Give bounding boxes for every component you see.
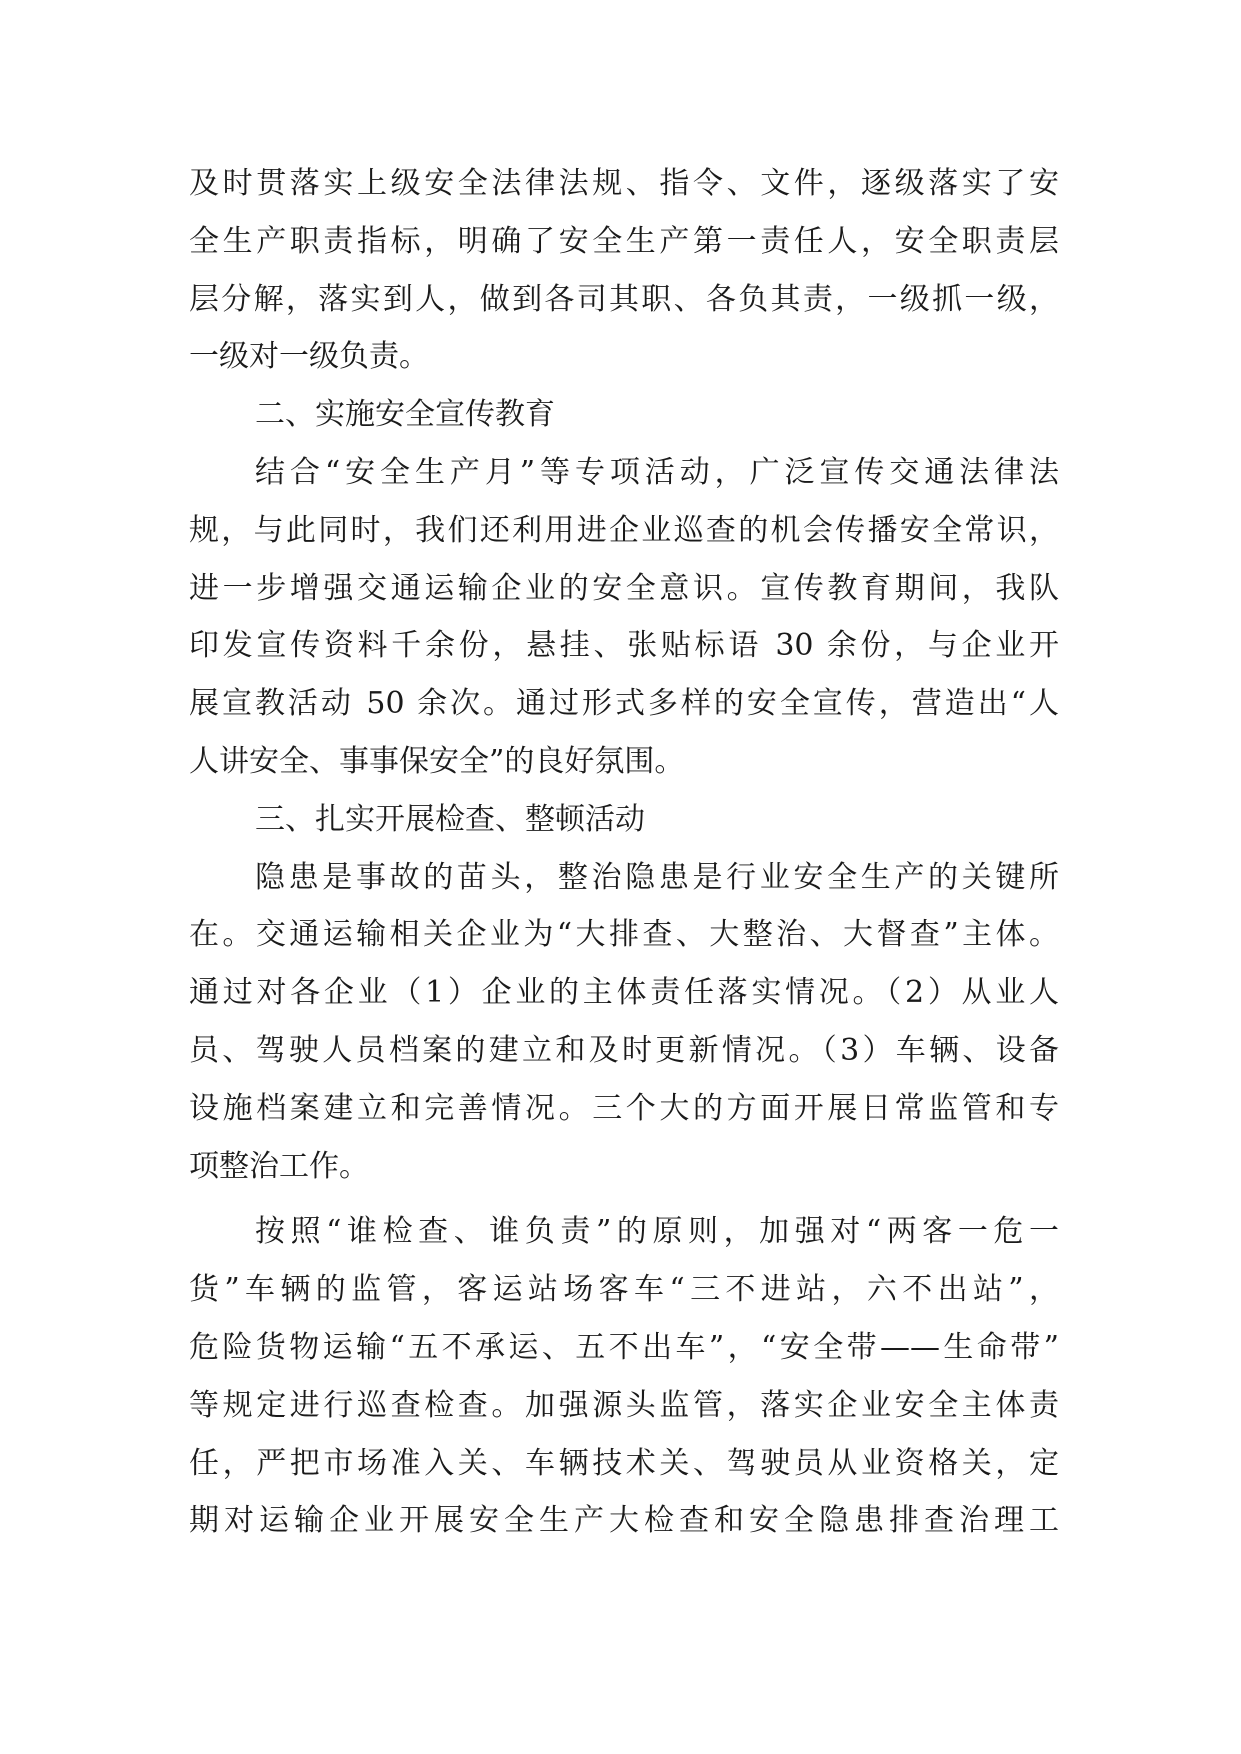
- text-line: 印发宣传资料千余份，悬挂、张贴标语 30 余份，与企业开: [189, 628, 1059, 664]
- text-line: 展宣教活动 50 余次。通过形式多样的安全宣传，营造出“人: [189, 686, 1059, 722]
- text-line: 在。交通运输相关企业为“大排查、大整治、大督查”主体。: [189, 917, 1059, 953]
- text-line: 货”车辆的监管，客运站场客车“三不进站，六不出站”，: [189, 1272, 1059, 1308]
- paragraph-spacer: [189, 1195, 1059, 1203]
- text-line: 隐患是事故的苗头，整治隐患是行业安全生产的关键所: [255, 859, 1059, 895]
- paragraph-3: [189, 849, 1059, 1196]
- paragraph-1: [189, 155, 1059, 386]
- paragraph-2: [189, 444, 1059, 791]
- section-heading-3: 三、扎实开展检查、整顿活动: [255, 801, 645, 837]
- text-line: 及时贯落实上级安全法律法规、指令、文件，逐级落实了安: [189, 166, 1059, 201]
- document-body: [189, 155, 1059, 1550]
- text-line: 进一步增强交通运输企业的安全意识。宣传教育期间，我队: [189, 570, 1059, 606]
- section-heading-2: 二、实施安全宣传教育: [255, 397, 555, 433]
- text-line: 员、驾驶人员档案的建立和及时更新情况。（3）车辆、设备: [189, 1032, 1059, 1068]
- text-line: 危险货物运输“五不承运、五不出车”，“安全带——生命带”: [189, 1329, 1059, 1365]
- paragraph-4: [189, 1203, 1059, 1550]
- text-line: 任，严把市场准入关、车辆技术关、驾驶员从业资格关，定: [189, 1445, 1059, 1481]
- text-line: 等规定进行巡查检查。加强源头监管，落实企业安全主体责: [189, 1387, 1059, 1423]
- text-line: 规，与此同时，我们还利用进企业巡查的机会传播安全常识，: [189, 512, 1059, 548]
- text-line: 人讲安全、事事保安全”的良好氛围。: [189, 743, 685, 779]
- text-line: 通过对各企业（1）企业的主体责任落实情况。（2）从业人: [189, 975, 1059, 1011]
- text-line: 按照“谁检查、谁负责”的原则，加强对“两客一危一: [255, 1214, 1059, 1250]
- text-line: 全生产职责指标，明确了安全生产第一责任人，安全职责层: [189, 223, 1059, 259]
- text-line: 层分解，落实到人，做到各司其职、各负其责，一级抓一级，: [189, 281, 1059, 317]
- text-line: 项整治工作。: [189, 1148, 369, 1184]
- text-line: 期对运输企业开展安全生产大检查和安全隐患排查治理工: [189, 1503, 1059, 1539]
- text-line: 结合“安全生产月”等专项活动，广泛宣传交通法律法: [255, 454, 1059, 490]
- text-line: 一级对一级负责。: [189, 339, 429, 375]
- text-line: 设施档案建立和完善情况。三个大的方面开展日常监管和专: [189, 1090, 1059, 1126]
